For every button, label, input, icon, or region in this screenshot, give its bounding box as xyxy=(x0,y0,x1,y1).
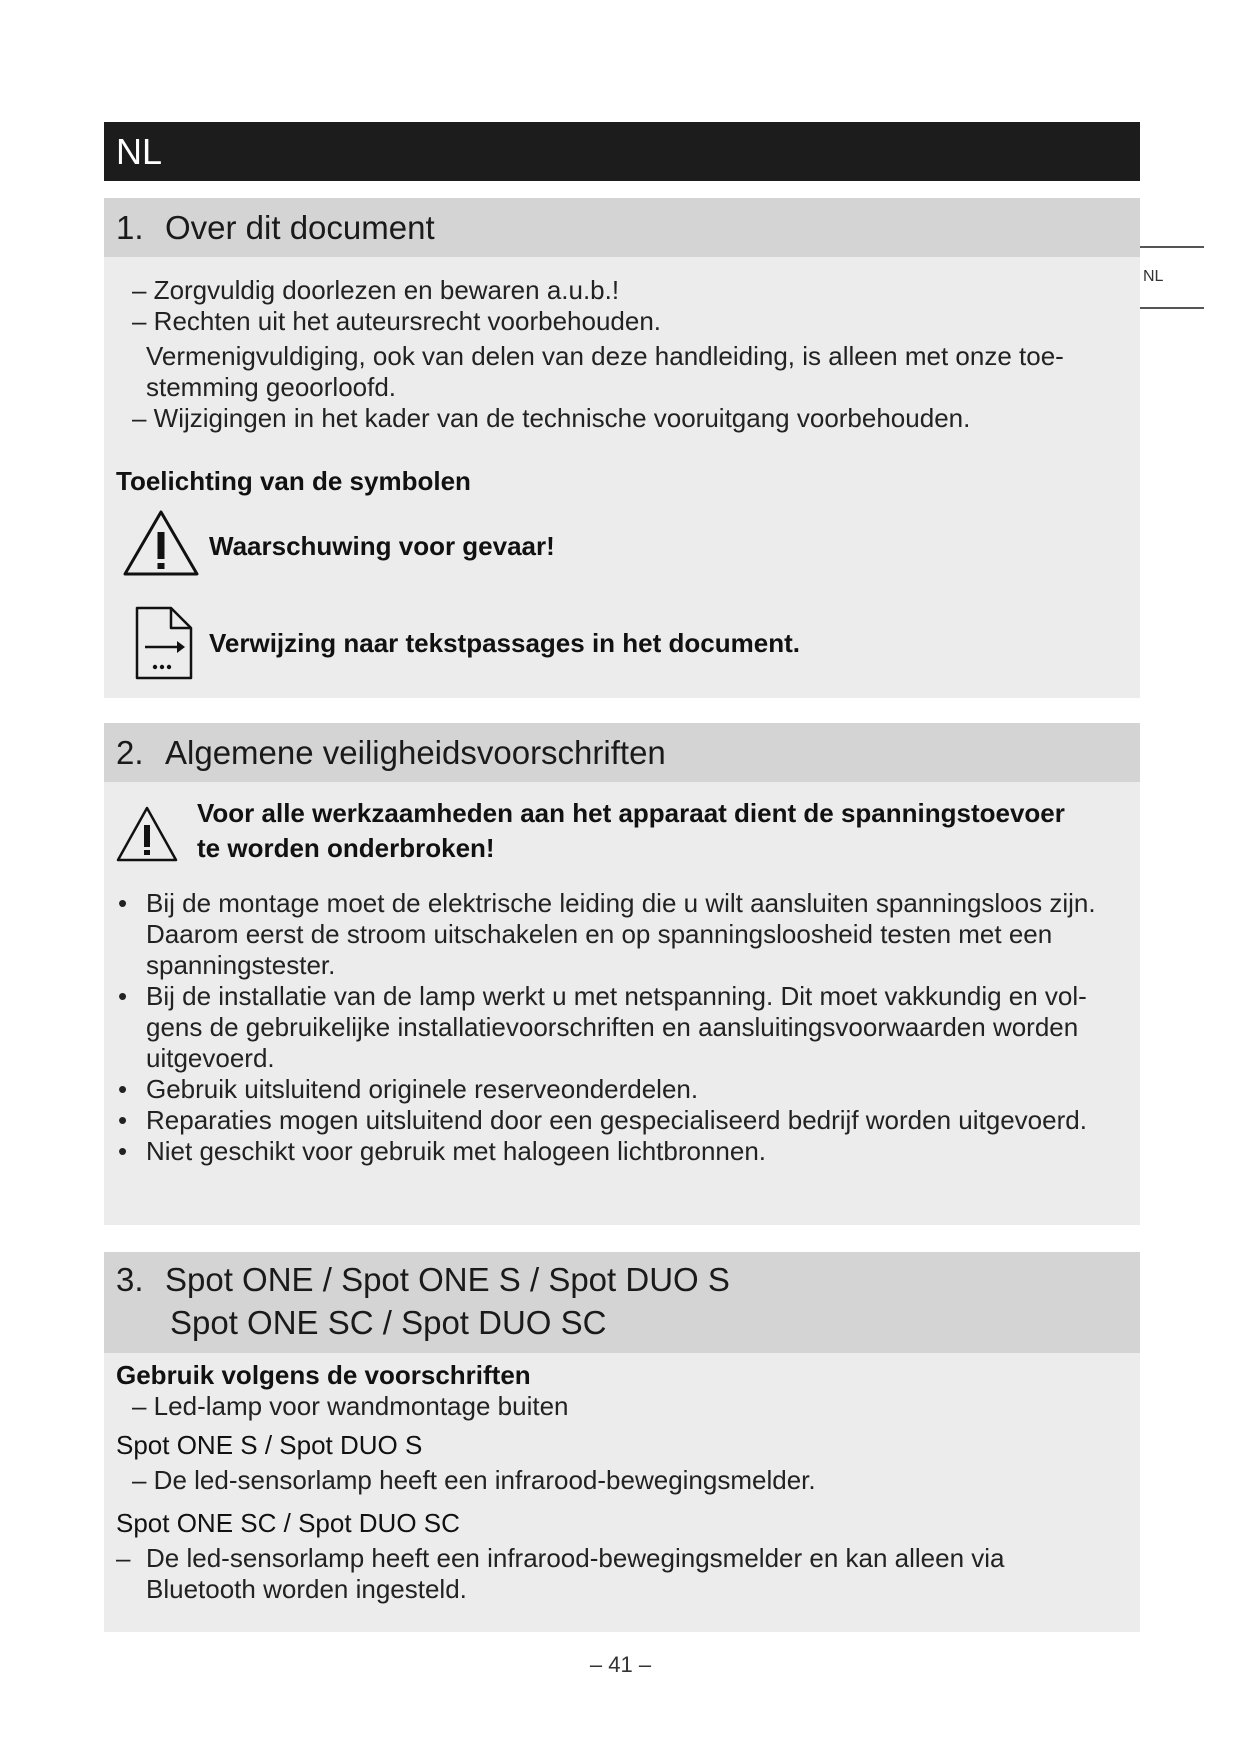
side-language-tab xyxy=(1140,246,1204,309)
spot-sc-line-1: De led-sensorlamp heeft een infrarood-bewegingsmelder en kan alleen via xyxy=(146,1543,1005,1573)
section-1-heading xyxy=(104,198,1140,257)
reference-symbol-label: Verwijzing naar tekstpassages in het document. xyxy=(209,628,800,658)
section-1-number: 1. xyxy=(116,209,144,246)
safety-bullet-item: • Niet geschikt voor gebruik met halogeen lichtbronnen. xyxy=(118,1136,1118,1167)
safety-warning-line-1: Voor alle werkzaamheden aan het apparaat dient de spanningstoevoer xyxy=(197,798,1065,828)
section-products xyxy=(104,1252,1140,1632)
safety-bullet-item: • Reparaties mogen uitsluitend door een gespecialiseerd bedrijf worden uitgevoerd. xyxy=(118,1105,1118,1136)
section-3-number: 3. xyxy=(116,1261,144,1298)
safety-bullet-list xyxy=(118,888,1118,1167)
safety-warning-line-2: te worden onderbroken! xyxy=(197,833,495,863)
page-number: – 41 – xyxy=(589,1652,652,1677)
symbols-heading: Toelichting van de symbolen xyxy=(116,466,471,496)
spot-s-heading: Spot ONE S / Spot DUO S xyxy=(116,1430,423,1460)
safety-bullet-item: • Gebruik uitsluitend originele reserveonderdelen. xyxy=(118,1074,1118,1105)
warning-triangle-icon xyxy=(115,805,179,863)
doc-line-3: Vermenigvuldiging, ook van delen van deze handleiding, is alleen met onze toe- xyxy=(146,341,1064,371)
spot-sc-line-2: Bluetooth worden ingesteld. xyxy=(146,1574,467,1604)
section-safety xyxy=(104,723,1140,1225)
usage-line: – Led-lamp voor wandmontage buiten xyxy=(132,1391,569,1421)
safety-bullet-item: • Bij de installatie van de lamp werkt u met netspanning. Dit moet vakkundig en vol-gens de gebruikelijke installatievoorschriften en aansluitingsvoorwaarden worden uitgevoerd. xyxy=(118,981,1118,1074)
doc-line-4: stemming geoorloofd. xyxy=(146,372,397,402)
warning-symbol-label: Waarschuwing voor gevaar! xyxy=(209,531,555,561)
doc-line-2: – Rechten uit het auteursrecht voorbehouden. xyxy=(132,306,662,336)
section-3-title-line-1: Spot ONE / Spot ONE S / Spot DUO S xyxy=(165,1261,730,1298)
spot-s-line: – De led-sensorlamp heeft een infrarood-bewegingsmelder. xyxy=(132,1465,816,1495)
spot-sc-heading: Spot ONE SC / Spot DUO SC xyxy=(116,1508,460,1538)
section-about-document xyxy=(104,198,1140,698)
safety-bullet-item: • Bij de montage moet de elektrische leiding die u wilt aansluiten spanningsloos zijn. Daarom eerst de stroom uitschakelen en op spanningsloosheid testen met een spanningstester. xyxy=(118,888,1118,981)
doc-line-5: – Wijzigingen in het kader van de technische vooruitgang voorbehouden. xyxy=(132,403,971,433)
usage-heading: Gebruik volgens de voorschriften xyxy=(116,1360,531,1390)
warning-triangle-icon xyxy=(122,508,200,578)
section-2-heading xyxy=(104,723,1140,782)
section-2-number: 2. xyxy=(116,734,144,771)
document-reference-icon xyxy=(134,605,194,681)
spot-sc-dash: – xyxy=(116,1543,131,1573)
language-header-bar xyxy=(104,122,1140,181)
side-tab-label: NL xyxy=(1143,268,1164,285)
doc-line-1: – Zorgvuldig doorlezen en bewaren a.u.b.! xyxy=(132,275,620,305)
section-1-title: Over dit document xyxy=(165,209,435,246)
language-label: NL xyxy=(116,131,163,172)
section-3-title-line-2: Spot ONE SC / Spot DUO SC xyxy=(170,1304,607,1341)
section-2-title: Algemene veiligheidsvoorschriften xyxy=(165,734,666,771)
section-3-title-row-1 xyxy=(116,1258,1140,1301)
section-3-heading xyxy=(104,1252,1140,1353)
